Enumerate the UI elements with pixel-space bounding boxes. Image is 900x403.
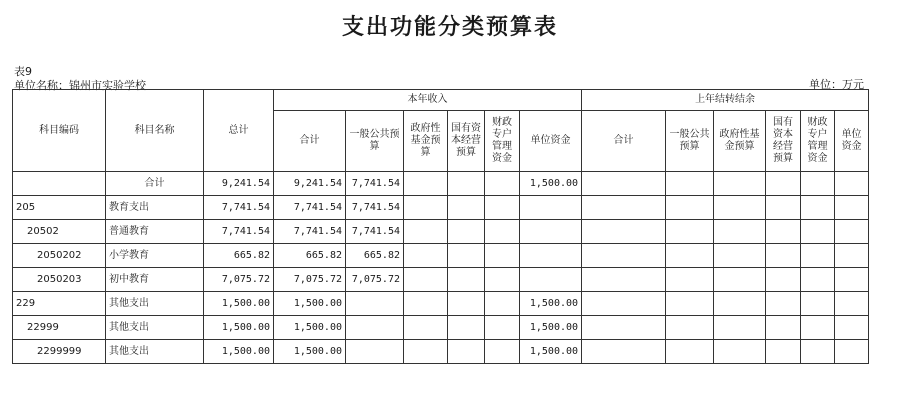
cell-empty: [801, 292, 835, 316]
cell-empty: [582, 316, 666, 340]
cell-empty: [582, 220, 666, 244]
cell-cur-total: 7,075.72: [274, 268, 346, 292]
table-row: [13, 196, 869, 220]
cell-cur-unit: [520, 196, 582, 220]
table-row: [13, 268, 869, 292]
cell-empty: [404, 268, 448, 292]
unit-name: 单位名称：锦州市实验学校: [14, 79, 146, 92]
cell-total: 665.82: [204, 244, 274, 268]
cell-empty: [766, 220, 801, 244]
cell-empty: [666, 244, 714, 268]
cell-name: 合计: [106, 172, 204, 196]
cell-name: 教育支出: [106, 196, 204, 220]
header-total: 总计: [204, 90, 274, 172]
cell-cur-unit: [520, 268, 582, 292]
header-code: 科目编码: [13, 90, 106, 172]
cell-empty: [404, 220, 448, 244]
header-carry-special-fiscal: 财政专户管理资金: [801, 111, 835, 172]
table-row: [13, 292, 869, 316]
cell-cur-total: 7,741.54: [274, 196, 346, 220]
cell-empty: [666, 268, 714, 292]
cell-name: 普通教育: [106, 220, 204, 244]
cell-empty: [582, 268, 666, 292]
header-carry-unit-fund: 单位资金: [835, 111, 869, 172]
cell-empty: [801, 220, 835, 244]
cell-empty: [714, 268, 766, 292]
cell-total: 1,500.00: [204, 340, 274, 364]
cell-empty: [714, 316, 766, 340]
unit-label: 单位：万元: [809, 78, 864, 91]
cell-empty: [485, 196, 520, 220]
cell-empty: [404, 316, 448, 340]
cell-total: 1,500.00: [204, 292, 274, 316]
header-carry-general: 一般公共预算: [666, 111, 714, 172]
cell-empty: [835, 244, 869, 268]
cell-empty: [404, 292, 448, 316]
header-cur-general: 一般公共预算: [346, 111, 404, 172]
cell-empty: [404, 172, 448, 196]
cell-empty: [485, 244, 520, 268]
cell-cur-unit: 1,500.00: [520, 172, 582, 196]
cell-empty: [801, 268, 835, 292]
cell-cur-general: [346, 292, 404, 316]
cell-empty: [801, 340, 835, 364]
cell-empty: [714, 244, 766, 268]
cell-name: 其他支出: [106, 292, 204, 316]
header-carryover: 上年结转结余: [582, 90, 869, 111]
cell-code: 229: [13, 292, 106, 316]
header-cur-state-capital: 国有资本经营预算: [448, 111, 485, 172]
cell-total: 9,241.54: [204, 172, 274, 196]
budget-table: [12, 89, 869, 364]
header-carry-gov-fund: 政府性基金预算: [714, 111, 766, 172]
cell-empty: [766, 172, 801, 196]
cell-empty: [582, 196, 666, 220]
cell-empty: [714, 196, 766, 220]
cell-empty: [801, 172, 835, 196]
header-carry-subtotal: 合计: [582, 111, 666, 172]
cell-empty: [766, 268, 801, 292]
table-row: [13, 340, 869, 364]
cell-empty: [485, 340, 520, 364]
cell-cur-general: [346, 316, 404, 340]
cell-code: 20502: [13, 220, 106, 244]
cell-empty: [448, 244, 485, 268]
cell-cur-total: 1,500.00: [274, 316, 346, 340]
cell-empty: [485, 172, 520, 196]
cell-empty: [801, 196, 835, 220]
cell-code: 22999: [13, 316, 106, 340]
cell-empty: [582, 292, 666, 316]
cell-cur-general: 7,741.54: [346, 220, 404, 244]
cell-empty: [835, 172, 869, 196]
cell-empty: [582, 244, 666, 268]
cell-empty: [448, 340, 485, 364]
cell-empty: [714, 292, 766, 316]
cell-empty: [404, 340, 448, 364]
cell-empty: [404, 244, 448, 268]
cell-cur-total: 1,500.00: [274, 340, 346, 364]
cell-empty: [666, 196, 714, 220]
cell-cur-total: 1,500.00: [274, 292, 346, 316]
cell-empty: [448, 220, 485, 244]
header-name: 科目名称: [106, 90, 204, 172]
header-current-year: 本年收入: [274, 90, 582, 111]
cell-empty: [766, 292, 801, 316]
cell-empty: [485, 316, 520, 340]
cell-cur-general: [346, 340, 404, 364]
cell-empty: [448, 172, 485, 196]
cell-cur-unit: 1,500.00: [520, 340, 582, 364]
cell-cur-general: 7,075.72: [346, 268, 404, 292]
cell-empty: [766, 340, 801, 364]
cell-code: [13, 172, 106, 196]
cell-total: 7,741.54: [204, 196, 274, 220]
cell-empty: [666, 220, 714, 244]
cell-empty: [582, 340, 666, 364]
cell-cur-unit: 1,500.00: [520, 292, 582, 316]
cell-empty: [485, 292, 520, 316]
table-row: [13, 220, 869, 244]
table-row: [13, 244, 869, 268]
cell-name: 其他支出: [106, 340, 204, 364]
cell-cur-total: 665.82: [274, 244, 346, 268]
cell-empty: [801, 316, 835, 340]
cell-name: 小学教育: [106, 244, 204, 268]
cell-code: 2299999: [13, 340, 106, 364]
cell-empty: [485, 268, 520, 292]
cell-empty: [448, 316, 485, 340]
cell-cur-general: 7,741.54: [346, 196, 404, 220]
cell-empty: [666, 172, 714, 196]
cell-empty: [448, 268, 485, 292]
cell-empty: [582, 172, 666, 196]
cell-name: 其他支出: [106, 316, 204, 340]
cell-empty: [404, 196, 448, 220]
header-cur-special-fiscal: 财政专户管理资金: [485, 111, 520, 172]
cell-code: 2050203: [13, 268, 106, 292]
table-number: 表9: [14, 65, 32, 78]
cell-cur-general: 665.82: [346, 244, 404, 268]
page-title: 支出功能分类预算表: [341, 15, 558, 40]
cell-cur-unit: [520, 220, 582, 244]
cell-empty: [835, 316, 869, 340]
cell-cur-unit: [520, 244, 582, 268]
cell-empty: [714, 172, 766, 196]
cell-code: 2050202: [13, 244, 106, 268]
cell-empty: [801, 244, 835, 268]
cell-cur-total: 7,741.54: [274, 220, 346, 244]
cell-cur-general: 7,741.54: [346, 172, 404, 196]
cell-empty: [485, 220, 520, 244]
cell-empty: [835, 196, 869, 220]
cell-empty: [835, 292, 869, 316]
cell-cur-total: 9,241.54: [274, 172, 346, 196]
header-row-1: [13, 90, 869, 111]
header-cur-unit-fund: 单位资金: [520, 111, 582, 172]
cell-total: 7,075.72: [204, 268, 274, 292]
cell-empty: [835, 268, 869, 292]
cell-empty: [714, 340, 766, 364]
cell-empty: [448, 196, 485, 220]
table-row: [13, 172, 869, 196]
cell-empty: [766, 196, 801, 220]
cell-code: 205: [13, 196, 106, 220]
header-cur-gov-fund: 政府性基金预算: [404, 111, 448, 172]
cell-empty: [666, 340, 714, 364]
cell-empty: [835, 340, 869, 364]
cell-total: 1,500.00: [204, 316, 274, 340]
cell-empty: [714, 220, 766, 244]
header-cur-subtotal: 合计: [274, 111, 346, 172]
cell-name: 初中教育: [106, 268, 204, 292]
cell-empty: [666, 316, 714, 340]
cell-cur-unit: 1,500.00: [520, 316, 582, 340]
cell-empty: [766, 244, 801, 268]
cell-total: 7,741.54: [204, 220, 274, 244]
table-row: [13, 316, 869, 340]
cell-empty: [666, 292, 714, 316]
cell-empty: [766, 316, 801, 340]
cell-empty: [448, 292, 485, 316]
header-carry-state-capital: 国有资本经营预算: [766, 111, 801, 172]
cell-empty: [835, 220, 869, 244]
